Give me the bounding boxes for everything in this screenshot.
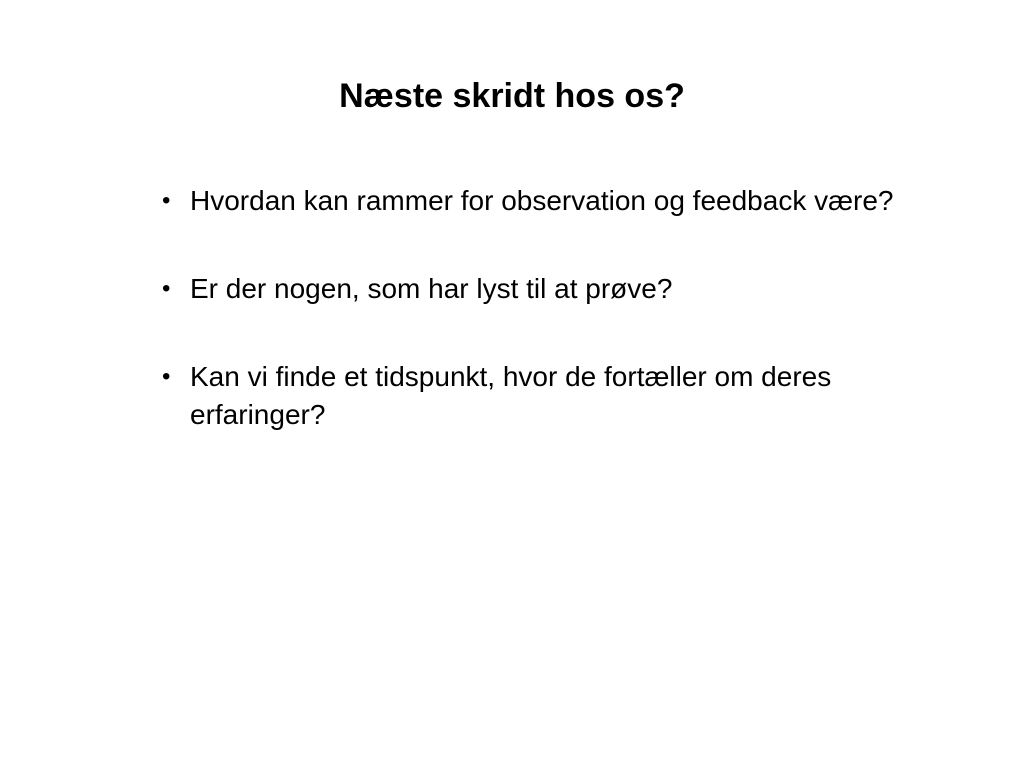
bullet-text: Kan vi finde et tidspunkt, hvor de fortæller om deres erfaringer? — [190, 361, 832, 430]
slide-title: Næste skridt hos os? — [339, 77, 685, 115]
bullet-dot-icon: • — [162, 187, 171, 214]
list-item — [160, 182, 930, 220]
list-item — [160, 270, 930, 308]
list-item — [160, 358, 930, 434]
bullet-text: Hvordan kan rammer for observation og feedback være? — [190, 185, 894, 216]
bullet-dot-icon: • — [162, 363, 171, 390]
bullet-text: Er der nogen, som har lyst til at prøve? — [190, 273, 673, 304]
bullet-list — [160, 182, 930, 484]
bullet-dot-icon: • — [162, 275, 171, 302]
